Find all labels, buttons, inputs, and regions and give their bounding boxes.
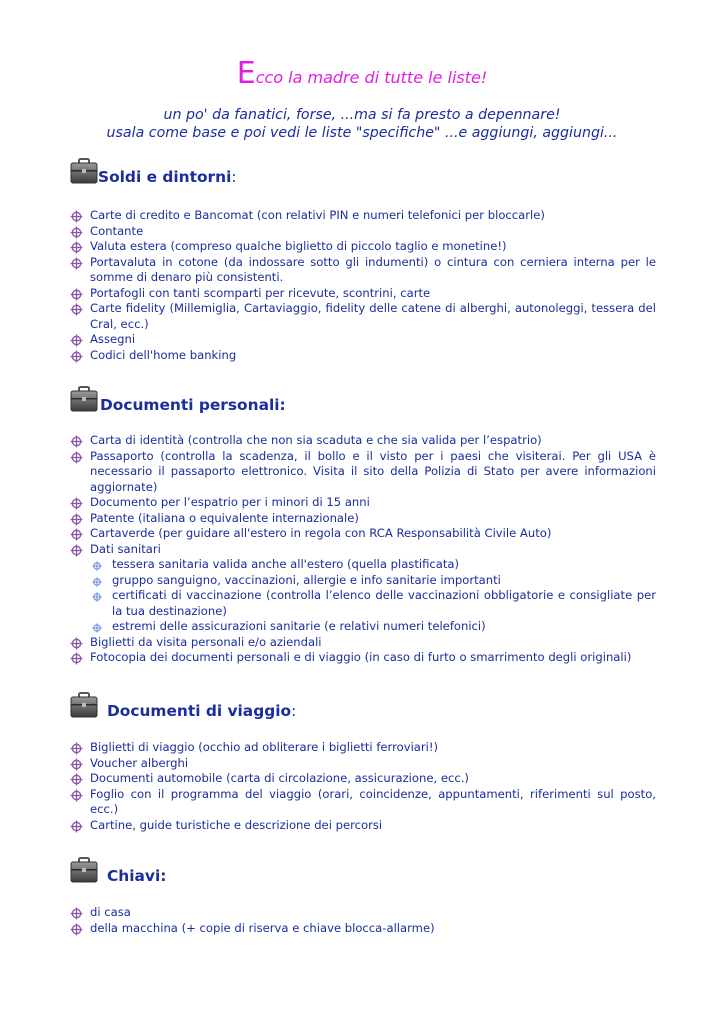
list-item-text: Biglietti da visita personali e/o aziendali bbox=[90, 634, 322, 649]
briefcase-icon bbox=[70, 692, 98, 718]
list-item bbox=[70, 224, 656, 240]
list-item-text: Passaporto (controlla la scadenza, il bollo e il visto per i paesi che visiterai. Per gli USA è necessario il passaporto elettronico. Visita il sito della Polizia di Stato per avere informazioni aggiornate) bbox=[90, 448, 656, 494]
list-item-text: Voucher alberghi bbox=[90, 755, 189, 770]
crosshair-bullet-icon bbox=[70, 334, 83, 347]
crosshair-bullet-icon bbox=[70, 303, 83, 316]
title-text: cco la madre di tutte le liste bbox=[255, 68, 481, 87]
list-item-text: Cartine, guide turistiche e descrizione dei percorsi bbox=[90, 817, 383, 832]
list-item bbox=[70, 332, 656, 348]
crosshair-bullet-icon bbox=[70, 652, 83, 665]
sub-list-item bbox=[70, 573, 656, 589]
list-item bbox=[70, 208, 656, 224]
section-title: Chiavi: bbox=[107, 867, 167, 885]
list-item-text: Documento per l’espatrio per i minori di 15 anni bbox=[90, 495, 370, 509]
list-item bbox=[70, 449, 656, 496]
list-item-text: della macchina (+ copie di riserva e chiave blocca-allarme) bbox=[90, 920, 435, 935]
crosshair-bullet-icon bbox=[70, 226, 83, 239]
list-item bbox=[70, 239, 656, 255]
list-item bbox=[70, 433, 656, 449]
list-item bbox=[70, 921, 656, 937]
crosshair-bullet-icon bbox=[70, 758, 83, 771]
section-title: Documenti di viaggio: bbox=[107, 702, 297, 720]
crosshair-bullet-icon bbox=[70, 350, 83, 363]
section-list bbox=[70, 905, 656, 936]
section-list bbox=[70, 740, 656, 833]
briefcase-icon bbox=[70, 386, 98, 412]
list-item bbox=[70, 756, 656, 772]
list-item bbox=[70, 818, 656, 834]
crosshair-bullet-icon bbox=[70, 435, 83, 448]
list-item-text: Dati sanitari bbox=[90, 541, 161, 556]
list-item-text: di casa bbox=[90, 905, 131, 919]
crosshair-bullet-icon bbox=[92, 592, 102, 602]
crosshair-bullet-icon bbox=[70, 513, 83, 526]
list-item-text: Portavaluta in cotone (da indossare sotto gli indumenti) o cintura con cerniera interna per le somme di denaro più consistenti. bbox=[90, 254, 656, 284]
list-item-text: Contante bbox=[90, 223, 144, 238]
crosshair-bullet-icon bbox=[70, 773, 83, 786]
list-item bbox=[70, 255, 656, 286]
crosshair-bullet-icon bbox=[92, 577, 102, 587]
briefcase-icon bbox=[70, 857, 98, 883]
list-item-text: Foglio con il programma del viaggio (orari, coincidenze, appuntamenti, riferimenti sul posto, ecc.) bbox=[90, 786, 656, 816]
list-item-text: Fotocopia dei documenti personali e di viaggio (in caso di furto o smarrimento degli originali) bbox=[90, 650, 632, 664]
list-item-text: tessera sanitaria valida anche all'estero (quella plastificata) bbox=[112, 557, 460, 571]
crosshair-bullet-icon bbox=[70, 789, 83, 802]
list-item-text: Portafogli con tanti scomparti per ricevute, scontrini, carte bbox=[90, 285, 431, 300]
list-item-text: Documenti automobile (carta di circolazione, assicurazione, ecc.) bbox=[90, 771, 469, 785]
page-title bbox=[0, 54, 724, 98]
list-item-text: certificati di vaccinazione (controlla l’elenco delle vaccinazioni obbligatorie e consigliate per la tua destinazione) bbox=[112, 588, 656, 618]
sub-list-item bbox=[70, 588, 656, 619]
list-item-text: Carta di identità (controlla che non sia scaduta e che sia valida per l’espatrio) bbox=[90, 433, 542, 447]
crosshair-bullet-icon bbox=[70, 241, 83, 254]
crosshair-bullet-icon bbox=[70, 742, 83, 755]
crosshair-bullet-icon bbox=[70, 497, 83, 510]
list-item bbox=[70, 542, 656, 558]
crosshair-bullet-icon bbox=[70, 907, 83, 920]
subtitle-line-2: usala come base e poi vedi le liste "specifiche" ...e aggiungi, aggiungi... bbox=[106, 125, 618, 141]
list-item-text: Biglietti di viaggio (occhio ad obliterare i biglietti ferroviari!) bbox=[90, 740, 439, 754]
title-end: ! bbox=[480, 68, 488, 87]
list-item-text: estremi delle assicurazioni sanitarie (e relativi numeri telefonici) bbox=[112, 619, 486, 633]
section-title: Soldi e dintorni: bbox=[98, 168, 237, 186]
list-item bbox=[70, 635, 656, 651]
sub-list-item bbox=[70, 557, 656, 573]
list-item-text: Codici dell'home banking bbox=[90, 347, 237, 362]
list-item bbox=[70, 526, 656, 542]
crosshair-bullet-icon bbox=[70, 288, 83, 301]
crosshair-bullet-icon bbox=[70, 923, 83, 936]
crosshair-bullet-icon bbox=[70, 544, 83, 557]
list-item-text: Carte di credito e Bancomat (con relativi PIN e numeri telefonici per bloccarle) bbox=[90, 208, 545, 222]
list-item-text: Cartaverde (per guidare all'estero in regola con RCA Responsabilità Civile Auto) bbox=[90, 526, 552, 540]
list-item bbox=[70, 905, 656, 921]
crosshair-bullet-icon bbox=[70, 257, 83, 270]
section-list bbox=[70, 433, 656, 666]
list-item-text: Carte fidelity (Millemiglia, Cartaviaggio, fidelity delle catene di alberghi, autonoleggi, tessera del Cral, ecc.) bbox=[90, 301, 656, 331]
list-item bbox=[70, 495, 656, 511]
sub-list-item bbox=[70, 619, 656, 635]
list-item-text: Patente (italiana o equivalente internazionale) bbox=[90, 510, 359, 525]
list-item bbox=[70, 301, 656, 332]
crosshair-bullet-icon bbox=[70, 210, 83, 223]
list-item-text: Assegni bbox=[90, 332, 136, 346]
section-title: Documenti personali: bbox=[100, 396, 286, 414]
list-item bbox=[70, 511, 656, 527]
list-item bbox=[70, 286, 656, 302]
title-first-letter: E bbox=[236, 56, 256, 91]
crosshair-bullet-icon bbox=[70, 451, 83, 464]
list-item bbox=[70, 787, 656, 818]
crosshair-bullet-icon bbox=[92, 623, 102, 633]
list-item bbox=[70, 348, 656, 364]
crosshair-bullet-icon bbox=[70, 528, 83, 541]
section-list bbox=[70, 208, 656, 363]
subtitle-line-1: un po' da fanatici, forse, ...ma si fa presto a depennare! bbox=[163, 107, 561, 123]
crosshair-bullet-icon bbox=[70, 820, 83, 833]
crosshair-bullet-icon bbox=[70, 637, 83, 650]
list-item-text: gruppo sanguigno, vaccinazioni, allergie e info sanitarie importanti bbox=[112, 572, 501, 587]
briefcase-icon bbox=[70, 158, 98, 184]
list-item bbox=[70, 771, 656, 787]
list-item bbox=[70, 740, 656, 756]
list-item bbox=[70, 650, 656, 666]
crosshair-bullet-icon bbox=[92, 561, 102, 571]
list-item-text: Valuta estera (compreso qualche biglietto di piccolo taglio e monetine!) bbox=[90, 239, 507, 253]
